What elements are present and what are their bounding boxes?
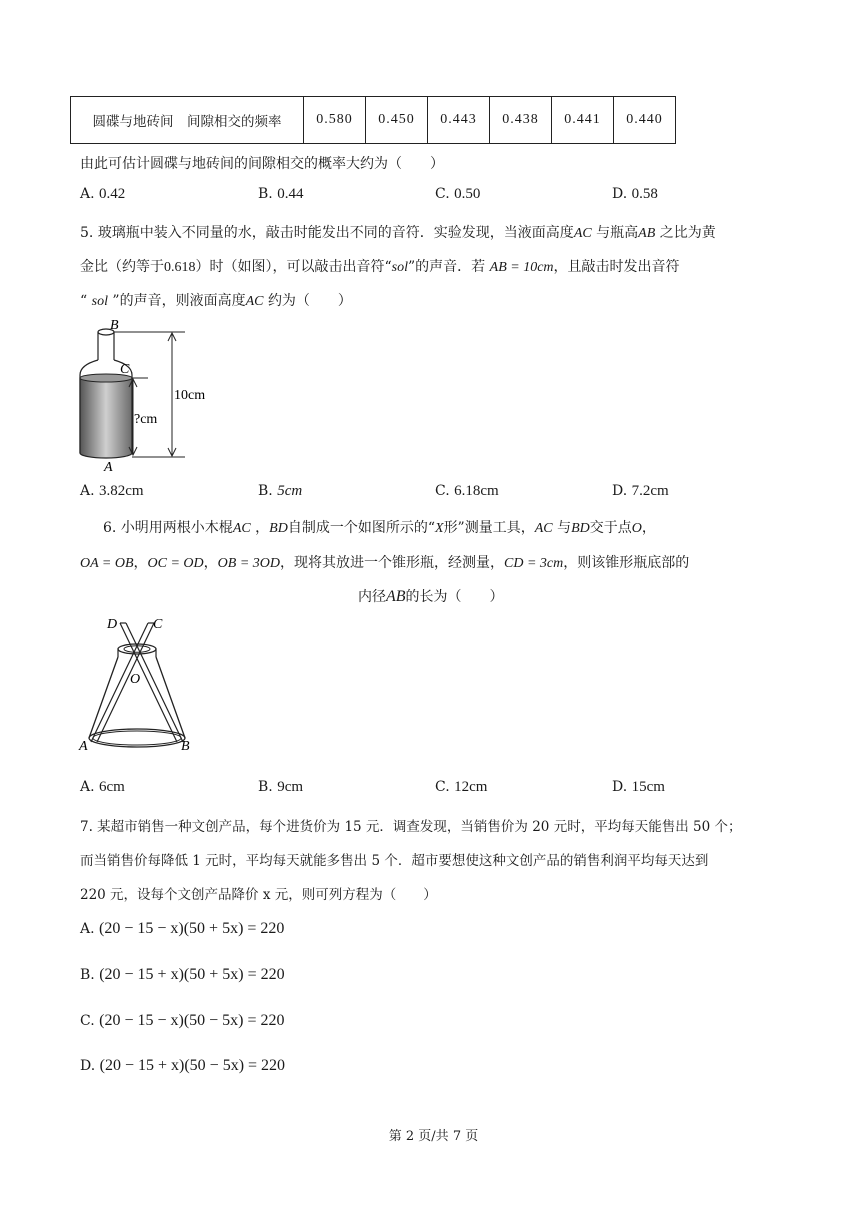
q6-line-2: OA = OB，OC = OD，OB = 3OD，现将其放进一个锥形瓶，经测量，CD = 3cm，则该锥形瓶底部的 xyxy=(80,555,690,571)
q5-option-a[interactable]: A. 3.82cm xyxy=(80,483,144,499)
table-cell: 0.580 xyxy=(304,97,366,144)
point-a-label: A xyxy=(79,739,88,754)
q7-option-d[interactable]: D. (20 − 15 + x)(50 − 5x) = 220 xyxy=(80,1057,286,1074)
q7-line-1: 7. 某超市销售一种文创产品，每个进货价为 15 元．调查发现，当销售价为 20 元时，平均每天能售出 50 个； xyxy=(80,819,742,835)
q6-option-a[interactable]: A. 6cm xyxy=(80,779,125,795)
q5-option-b[interactable]: B. 5cm xyxy=(258,483,303,499)
q5-line-1: 5. 玻璃瓶中装入不同量的水，敲击时能发出不同的音符．实验发现，当液面高度AC 与瓶高AB 之比为黄 xyxy=(80,225,716,241)
q4-option-a[interactable]: A. 0.42 xyxy=(80,186,126,202)
q4-question: 由此可估计圆碟与地砖间的间隙相交的概率大约为（ ） xyxy=(80,156,444,172)
point-b-label: B xyxy=(110,318,119,333)
q6-option-d[interactable]: D. 15cm xyxy=(612,779,665,795)
table-cell: 0.438 xyxy=(490,97,552,144)
cone-flask-figure xyxy=(75,612,205,762)
table-cell: 0.440 xyxy=(614,97,676,144)
q5-line-3: “ sol ”的声音，则液面高度AC 约为（ ） xyxy=(80,293,352,309)
q7-option-a[interactable]: A. (20 − 15 − x)(50 + 5x) = 220 xyxy=(80,920,285,937)
point-o-label: O xyxy=(130,672,141,687)
table-cell: 0.450 xyxy=(366,97,428,144)
table-cell: 0.443 xyxy=(428,97,490,144)
q7-option-c[interactable]: C. (20 − 15 − x)(50 − 5x) = 220 xyxy=(80,1012,285,1029)
point-c-label: C xyxy=(120,362,130,377)
q6-line-1: 6. 小明用两根小木棍AC ，BD自制成一个如图所示的“X形”测量工具，AC 与BD交于点O， xyxy=(103,520,656,536)
q6-line-3: 内径AB的长为（ ） xyxy=(358,588,504,605)
bottle-figure xyxy=(70,315,240,475)
q4-option-b[interactable]: B. 0.44 xyxy=(258,186,304,202)
table-row xyxy=(71,97,676,144)
q4-option-c[interactable]: C. 0.50 xyxy=(435,186,481,202)
table-cell: 0.441 xyxy=(552,97,614,144)
point-b-label: B xyxy=(181,739,190,754)
q5-line-2: 金比（约等于0.618）时（如图），可以敲击出音符“sol”的声音．若 AB = 10cm，且敲击时发出音符 xyxy=(80,259,680,275)
q6-option-c[interactable]: C. 12cm xyxy=(435,779,488,795)
point-d-label: D xyxy=(107,617,118,632)
q7-line-2: 而当销售价每降低 1 元时，平均每天就能多售出 5 个．超市要想使这种文创产品的销售利润平均每天达到 xyxy=(80,853,709,869)
q5-option-c[interactable]: C. 6.18cm xyxy=(435,483,499,499)
q4-option-d[interactable]: D. 0.58 xyxy=(612,186,658,202)
unknown-label: ?cm xyxy=(134,412,158,427)
frequency-table xyxy=(70,96,676,144)
row-label: 圆碟与地砖间 间隙相交的频率 xyxy=(71,97,304,144)
q6-option-b[interactable]: B. 9cm xyxy=(258,779,304,795)
point-a-label: A xyxy=(104,460,113,475)
point-c-label: C xyxy=(153,617,163,632)
q7-option-b[interactable]: B. (20 − 15 + x)(50 + 5x) = 220 xyxy=(80,966,285,983)
page-footer: 第 2 页/共 7 页 xyxy=(388,1129,479,1144)
q5-option-d[interactable]: D. 7.2cm xyxy=(612,483,669,499)
q7-line-3: 220 元，设每个文创产品降价 x 元，则可列方程为（ ） xyxy=(80,887,437,903)
height-label: 10cm xyxy=(174,388,206,403)
